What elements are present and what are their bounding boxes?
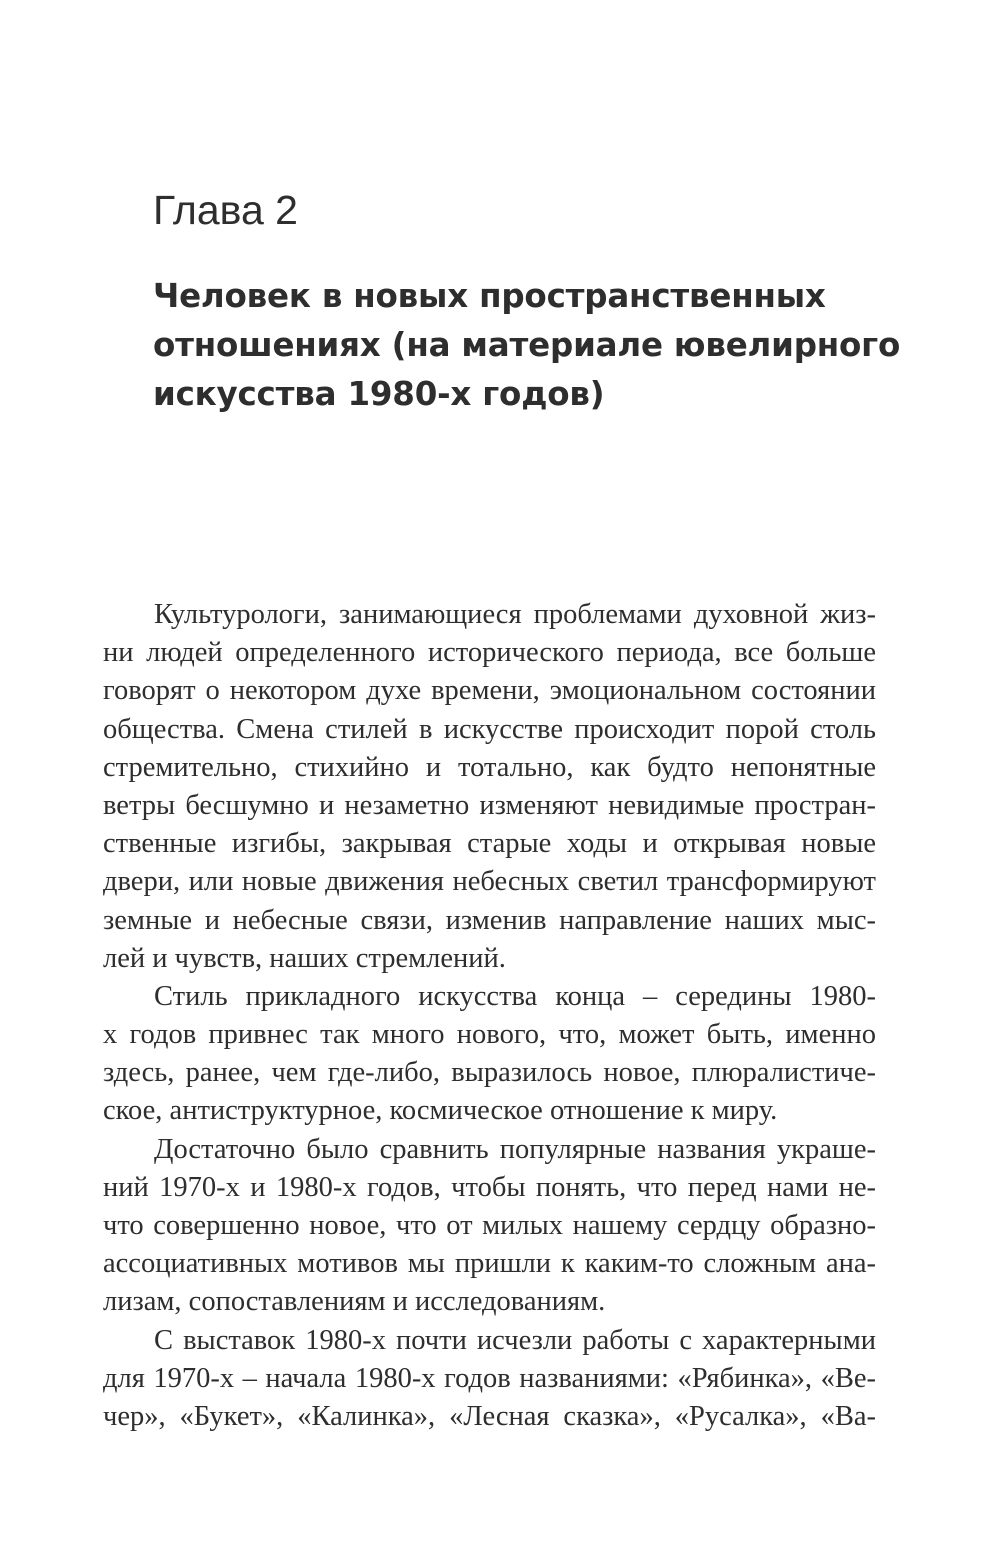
- text-line: стремительно, стихийно и тотально, как будто непонятные: [103, 751, 876, 783]
- chapter-title-line: искусства 1980-х годов): [153, 375, 605, 413]
- text-line: чер», «Букет», «Калинка», «Лесная сказка», «Русалка», «Ва-: [103, 1400, 876, 1432]
- text-line: земные и небесные связи, изменив направление наших мыс-: [103, 904, 876, 936]
- chapter-title-line: Человек в новых пространственных: [153, 277, 826, 315]
- text-line: ний 1970-х и 1980-х годов, чтобы понять, что перед нами не-: [103, 1171, 876, 1203]
- text-line: ветры бесшумно и незаметно изменяют невидимые простран-: [103, 789, 876, 821]
- text-line: лизам, сопоставлениям и исследованиям.: [103, 1286, 606, 1318]
- body-text: [103, 596, 876, 1436]
- text-line: ское, антиструктурное, космическое отношение к миру.: [103, 1095, 778, 1127]
- text-line: что совершенно новое, что от милых нашему сердцу образно-: [103, 1210, 876, 1241]
- text-line: С выставок 1980-х почти исчезли работы с характерными: [154, 1324, 876, 1356]
- text-line: Достаточно было сравнить популярные названия украше-: [154, 1133, 876, 1165]
- text-line: ассоциативных мотивов мы пришли к каким-то сложным ана-: [103, 1248, 876, 1280]
- text-line: Культурологи, занимающиеся проблемами духовной жиз-: [154, 599, 876, 630]
- chapter-label: Глава 2: [153, 187, 298, 233]
- text-line: здесь, ранее, чем где-либо, выразилось новое, плюралистиче-: [103, 1057, 876, 1089]
- text-line: ственные изгибы, закрывая старые ходы и открывая новые: [103, 828, 876, 860]
- text-line: говорят о некотором духе времени, эмоциональном состоянии: [103, 675, 876, 707]
- text-line: общества. Смена стилей в искусстве происходит порой столь: [103, 713, 876, 745]
- text-line: для 1970-х – начала 1980-х годов названиями: «Рябинка», «Ве-: [103, 1362, 876, 1394]
- text-line: ни людей определенного исторического периода, все больше: [103, 637, 876, 669]
- text-line: двери, или новые движения небесных светил трансформируют: [103, 866, 876, 898]
- text-line: лей и чувств, наших стремлений.: [103, 942, 506, 974]
- chapter-title: [153, 272, 901, 419]
- text-line: х годов привнес так много нового, что, может быть, именно: [103, 1019, 876, 1051]
- chapter-title-line: отношениях (на материале ювелирного: [153, 326, 901, 364]
- text-line: Стиль прикладного искусства конца – середины 1980-: [154, 980, 876, 1012]
